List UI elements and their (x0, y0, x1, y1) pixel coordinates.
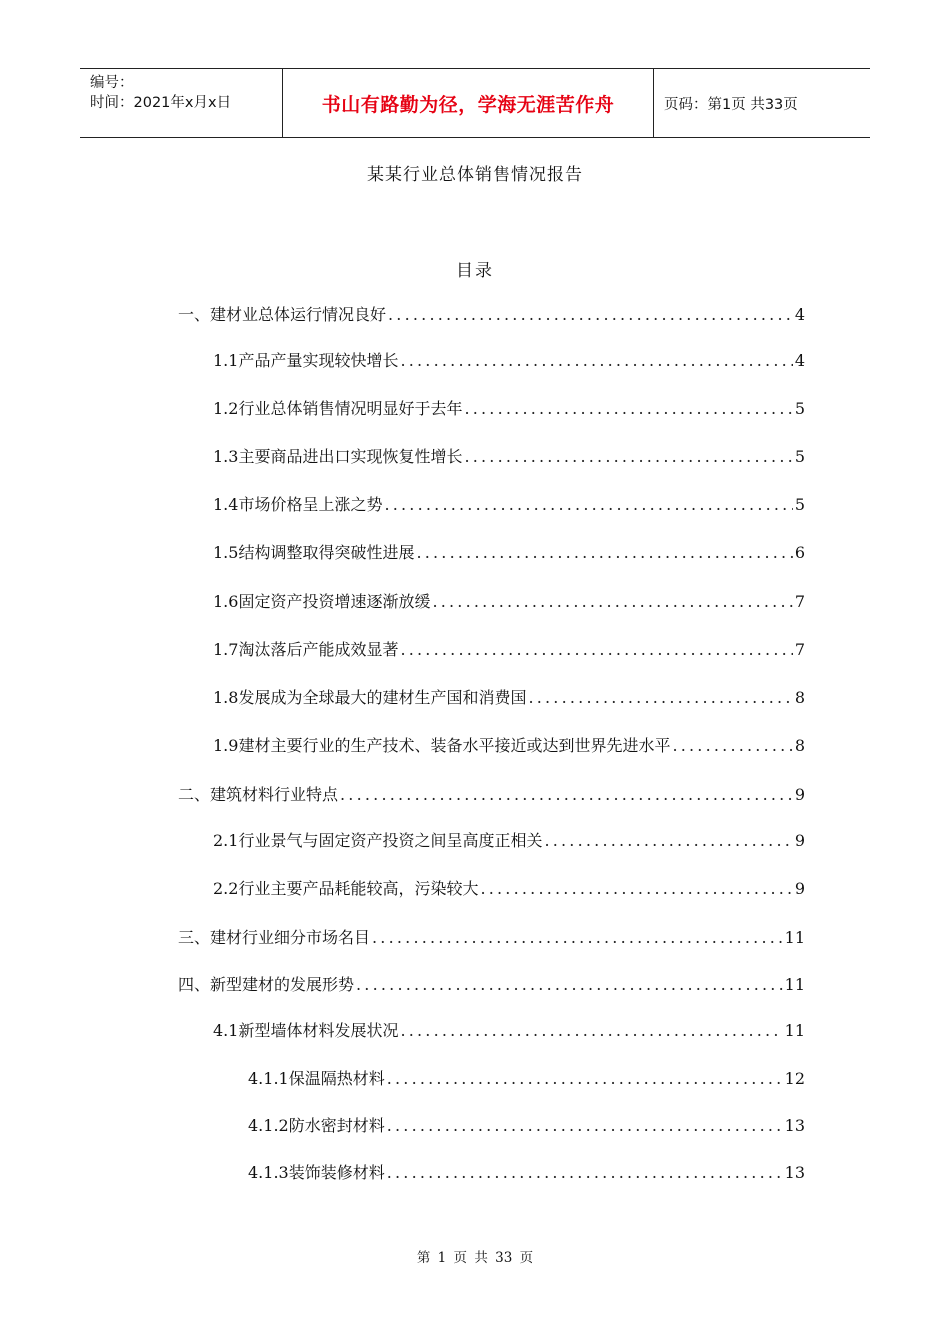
toc-leader-dots (542, 831, 792, 850)
toc-leader-dots (462, 399, 792, 418)
header-page-info: 页码：第1页 共33页 (664, 96, 798, 113)
toc-entry-page: 11 (784, 928, 805, 947)
toc-entry-label: 1.4市场价格呈上涨之势 (213, 495, 383, 514)
toc-entry-page: 8 (794, 736, 805, 755)
toc-leader-dots (398, 1021, 782, 1040)
toc-entry[interactable] (213, 589, 805, 611)
toc-entry[interactable] (213, 444, 805, 466)
toc-entry-page: 9 (794, 831, 805, 850)
toc-entry[interactable] (213, 828, 805, 850)
toc-leader-dots (398, 351, 792, 370)
toc-entry-label: 4.1.3装饰装修材料 (248, 1163, 385, 1182)
toc-entry[interactable] (213, 876, 805, 898)
toc-heading: 目录 (456, 261, 494, 281)
toc-leader-dots (385, 1069, 783, 1088)
toc-entry-page: 5 (794, 495, 805, 514)
toc-entry-page: 9 (794, 879, 805, 898)
toc-entry-page: 13 (784, 1116, 805, 1135)
toc-entry[interactable] (213, 637, 805, 659)
toc-entry-label: 4.1新型墙体材料发展状况 (213, 1021, 399, 1040)
toc-entry-page: 5 (794, 447, 805, 466)
toc-entry[interactable] (248, 1113, 805, 1135)
page-footer: 第 1 页 共 33 页 (416, 1250, 534, 1266)
toc-entry-label: 2.2行业主要产品耗能较高，污染较大 (213, 879, 479, 898)
toc-entry-label: 4.1.1保温隔热材料 (248, 1069, 385, 1088)
toc-entry-page: 6 (794, 543, 805, 562)
toc-leader-dots (385, 1163, 783, 1182)
toc-entry-label: 1.6固定资产投资增速逐渐放缓 (213, 592, 431, 611)
toc-entry[interactable] (178, 972, 805, 994)
toc-entry-label: 1.1产品产量实现较快增长 (213, 351, 399, 370)
toc-entry-label: 1.5结构调整取得突破性进展 (213, 543, 415, 562)
toc-leader-dots (414, 543, 792, 562)
toc-entry-page: 12 (784, 1069, 805, 1088)
toc-entry[interactable] (213, 540, 805, 562)
toc-entry[interactable] (178, 925, 805, 947)
toc-leader-dots (670, 736, 792, 755)
page-header (80, 68, 870, 138)
toc-entry[interactable] (213, 733, 805, 755)
toc-entry[interactable] (248, 1066, 805, 1088)
toc-leader-dots (526, 688, 792, 707)
toc-entry-page: 13 (784, 1163, 805, 1182)
toc-entry-page: 7 (794, 592, 805, 611)
toc-entry[interactable] (213, 492, 805, 514)
toc-entry-label: 1.7淘汰落后产能成效显著 (213, 640, 399, 659)
toc-leader-dots (385, 1116, 783, 1135)
toc-leader-dots (398, 640, 792, 659)
toc-entry-label: 三、建材行业细分市场名目 (178, 928, 371, 947)
toc-entry-label: 1.2行业总体销售情况明显好于去年 (213, 399, 463, 418)
toc-entry-label: 1.8发展成为全球最大的建材生产国和消费国 (213, 688, 527, 707)
toc-leader-dots (386, 305, 793, 324)
toc-leader-dots (382, 495, 792, 514)
toc-leader-dots (338, 785, 793, 804)
toc-entry-label: 1.3主要商品进出口实现恢复性增长 (213, 447, 463, 466)
toc-entry[interactable] (213, 348, 805, 370)
toc-entry[interactable] (213, 1018, 805, 1040)
toc-entry[interactable] (248, 1160, 805, 1182)
toc-entry-label: 一、建材业总体运行情况良好 (178, 305, 387, 324)
toc-entry[interactable] (178, 782, 805, 804)
toc-entry[interactable] (213, 685, 805, 707)
toc-leader-dots (430, 592, 792, 611)
header-motto: 书山有路勤为径，学海无涯苦作舟 (282, 69, 654, 137)
date-label: 时间：2021年x月x日 (90, 95, 232, 111)
toc-entry-page: 11 (784, 1021, 805, 1040)
toc-entry-page: 9 (794, 785, 805, 804)
toc-entry-page: 8 (794, 688, 805, 707)
serial-number-label: 编号： (90, 75, 134, 91)
toc-entry-label: 2.1行业景气与固定资产投资之间呈高度正相关 (213, 831, 543, 850)
toc-entry[interactable] (178, 302, 805, 324)
header-meta (80, 69, 282, 137)
toc-leader-dots (462, 447, 792, 466)
toc-entry-page: 4 (794, 305, 805, 324)
document-title: 某某行业总体销售情况报告 (367, 165, 583, 185)
toc-entry-page: 7 (794, 640, 805, 659)
toc-entry-label: 1.9建材主要行业的生产技术、装备水平接近或达到世界先进水平 (213, 736, 671, 755)
toc-entry-page: 5 (794, 399, 805, 418)
toc-entry-label: 4.1.2防水密封材料 (248, 1116, 385, 1135)
toc-entry-label: 二、建筑材料行业特点 (178, 785, 339, 804)
toc-entry-page: 4 (794, 351, 805, 370)
toc-entry-label: 四、新型建材的发展形势 (178, 975, 355, 994)
toc-leader-dots (354, 975, 783, 994)
toc-leader-dots (370, 928, 783, 947)
toc-entry-page: 11 (784, 975, 805, 994)
toc-entry[interactable] (213, 396, 805, 418)
toc-leader-dots (478, 879, 792, 898)
